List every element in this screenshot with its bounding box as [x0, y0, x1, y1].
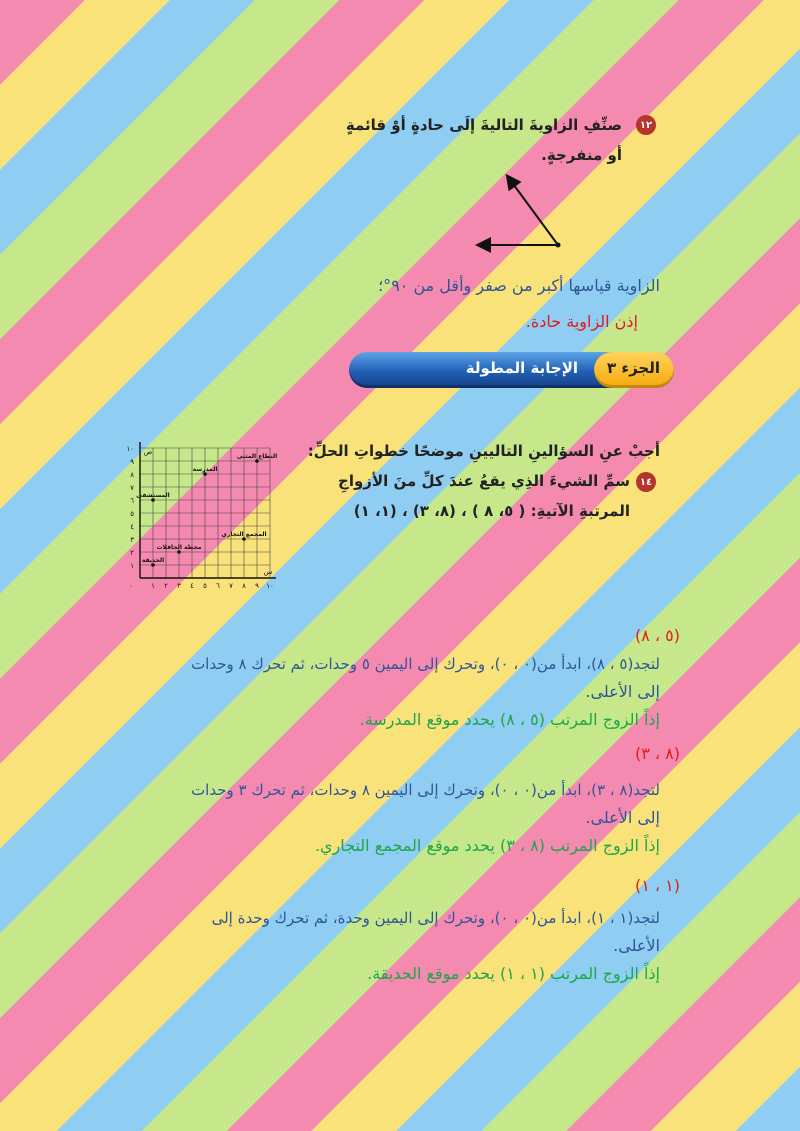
x-tick-label: ١ — [151, 582, 155, 590]
grid-point-label: المستشفى — [136, 492, 170, 499]
y-tick-label: ٤ — [130, 523, 134, 531]
y-tick-label: ٦ — [130, 497, 134, 505]
banner-title: الإجابة المطولة — [465, 359, 578, 377]
solution-1-line2: إلى الأعلى. — [585, 682, 660, 701]
question-14-line2: المرتبةِ الآتيةِ: ( ٥، ٨ ) ، (٨، ٣) ، (١، ١) — [353, 502, 630, 520]
question-12-line1: صنِّفِ الزاويةَ التاليةَ إلَى حادةٍ أوْ قائمةٍ — [345, 116, 622, 134]
x-tick-label: ٣ — [177, 582, 181, 590]
solution-3-conclusion: إذاً الزوج المرتب (١ ، ١) يحدد موقع الحديقة. — [367, 964, 660, 983]
x-tick-label: ٤ — [190, 582, 194, 590]
grid-point-label: الحديقة — [141, 557, 165, 564]
question-number-badge: ١٢ — [636, 115, 656, 135]
grid-point-label: محطة الحافلات — [156, 544, 202, 551]
question-number-badge: ١٤ — [636, 472, 656, 492]
question-14-line1: سمِّ الشيءَ الذِي يقعُ عندَ كلِّ منَ الأزواجِ — [338, 472, 630, 490]
solution-3-pair: (١ ، ١) — [634, 876, 680, 895]
y-tick-label: ٢ — [130, 549, 134, 557]
solution-1-line1: لتجد(٥ ، ٨)، ابدأ من(٠ ، ٠)، وتحرك إلى اليمين ٥ وحدات، ثم تحرك ٨ وحدات — [191, 655, 660, 673]
question-12-line2: أو منفرجةٍ. — [541, 146, 622, 164]
solution-1-pair: (٥ ، ٨) — [634, 626, 680, 645]
x-tick-label: ١٠ — [266, 582, 274, 590]
solution-1-conclusion: إذاً الزوج المرتب (٥ ، ٨) يحدد موقع المدرسة. — [359, 710, 660, 729]
y-tick-label: ٩ — [130, 458, 134, 466]
x-tick-label: ٢ — [164, 582, 168, 590]
banner-part-label: الجزء ٣ — [607, 359, 660, 377]
y-tick-label: ٣ — [130, 536, 134, 544]
y-tick-label: ٨ — [130, 471, 134, 479]
solution-2-conclusion: إذاً الزوج المرتب (٨ ، ٣) يحدد موقع المجمع التجاري. — [314, 836, 660, 855]
y-tick-label: ٥ — [130, 510, 134, 518]
x-axis-label: س — [263, 568, 273, 576]
answer-12-reason: الزاوية قياسها أكبر من صفر وأقل من ٩٠°؛ — [378, 276, 660, 295]
solution-2-line1: لتجد(٨ ، ٣)، ابدأ من(٠ ، ٠)، وتحرك إلى اليمين ٨ وحدات، ثم تحرك ٣ وحدات — [191, 781, 660, 799]
acute-angle-figure — [470, 168, 570, 258]
solution-2-line2: إلى الأعلى. — [585, 808, 660, 827]
solution-2-pair: (٨ ، ٣) — [634, 744, 680, 763]
x-tick-label: ٧ — [229, 582, 233, 590]
x-tick-label: ٦ — [216, 582, 220, 590]
y-tick-label: ٧ — [130, 484, 134, 492]
section-banner — [349, 352, 674, 388]
answer-12-conclusion: إذن الزاوية حادة. — [525, 312, 638, 331]
x-tick-label: ٥ — [203, 582, 207, 590]
y-tick-label: ١ — [130, 562, 134, 570]
x-tick-label: ٩ — [255, 582, 259, 590]
solution-3-line1: لتجد(١ ، ١)، ابدأ من(٠ ، ٠)، وتحرك إلى اليمين وحدة، ثم تحرك وحدة إلى — [211, 909, 660, 927]
x-tick-label: ٨ — [242, 582, 246, 590]
y-axis-label: ص — [143, 448, 153, 456]
instructions-text: أجبْ عنِ السؤالينِ التاليينِ موضحًا خطواتِ الحلِّ: — [307, 442, 660, 460]
grid-point-label: المدرسة — [192, 466, 218, 473]
grid-point-label: النطاع المثنى — [236, 453, 278, 460]
grid-point-label: المجمع التجاري — [221, 531, 267, 538]
solution-3-line2: الأعلى. — [613, 936, 660, 955]
origin-label: ٠ — [129, 582, 133, 590]
coordinate-grid-svg — [122, 428, 282, 598]
coordinate-grid — [122, 428, 282, 598]
y-tick-label: ١٠ — [126, 445, 134, 453]
